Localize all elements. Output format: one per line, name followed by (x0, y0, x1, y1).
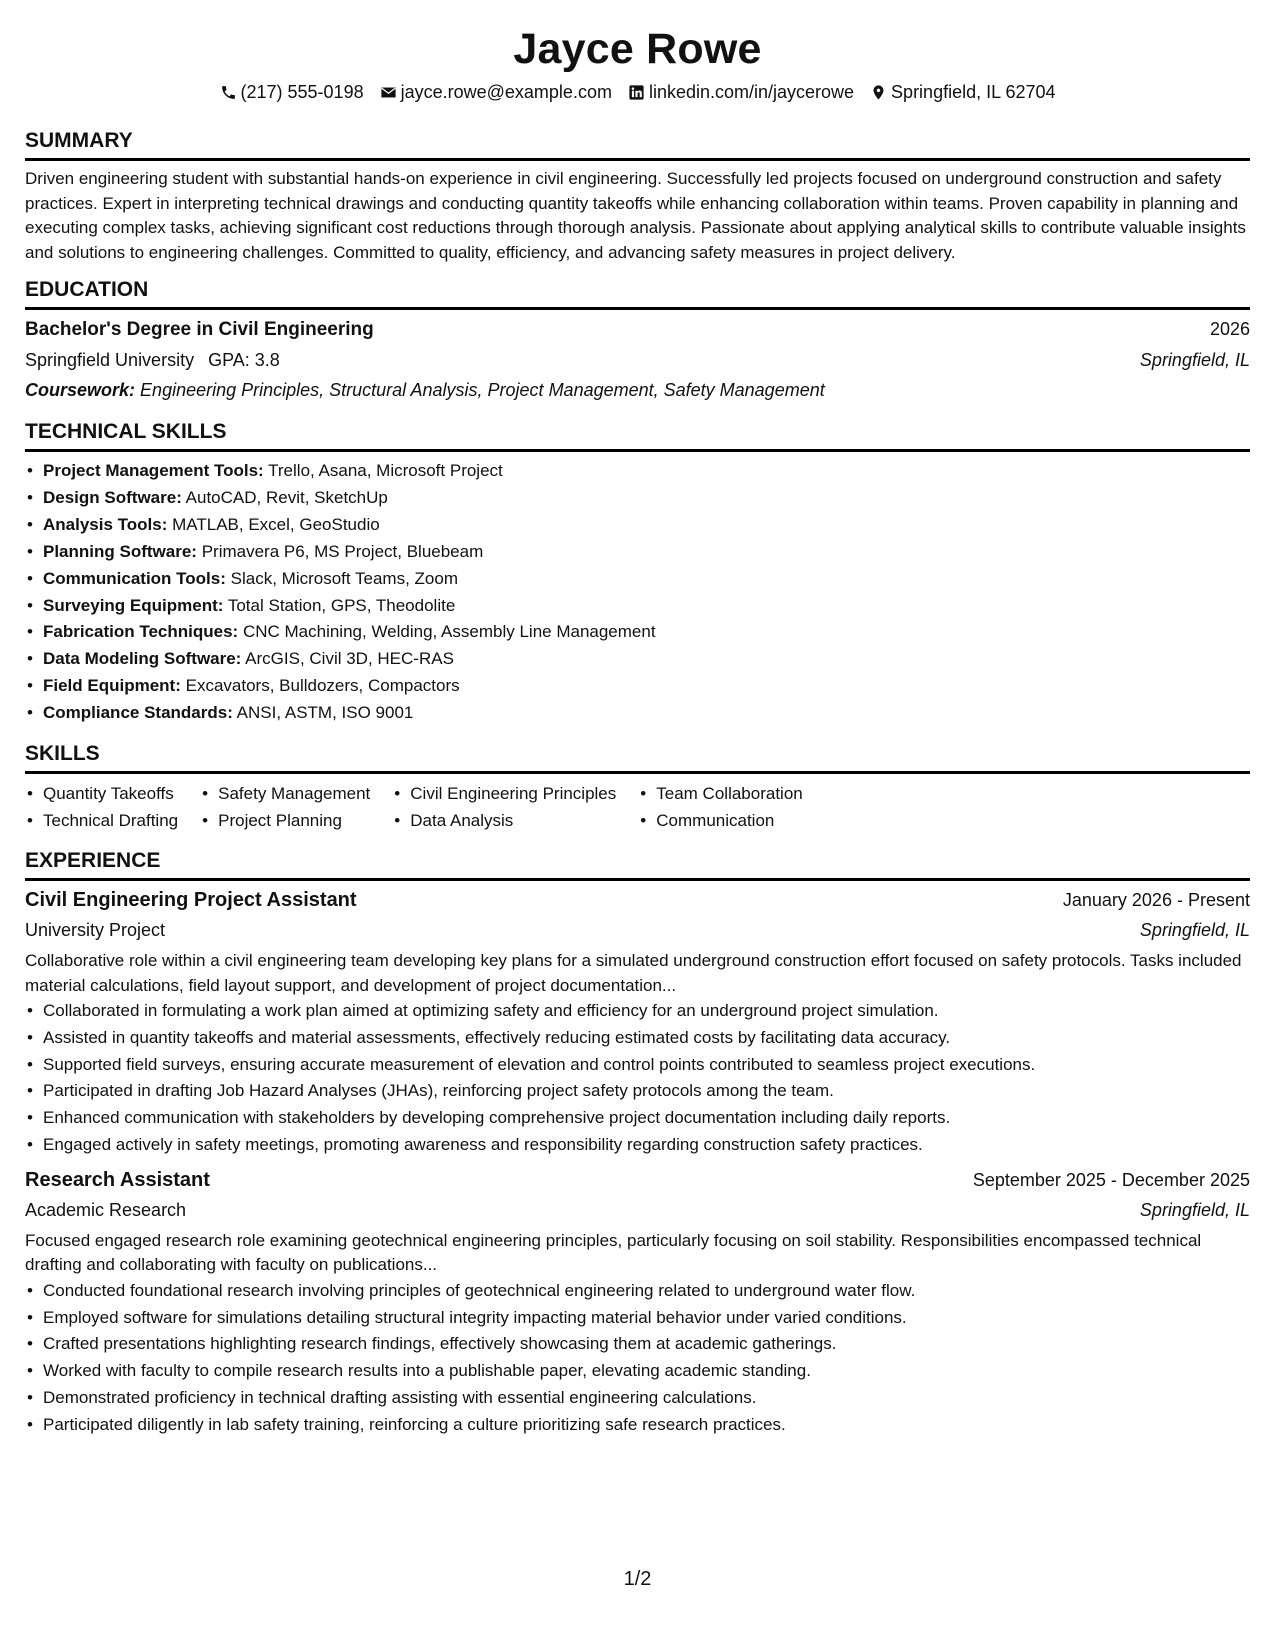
linkedin-icon (628, 84, 645, 101)
degree-title: Bachelor's Degree in Civil Engineering (25, 319, 374, 340)
job-organization: University Project (25, 920, 166, 941)
list-item: • Communication (638, 807, 802, 834)
linkedin-text: linkedin.com/in/jaycerowe (648, 81, 855, 102)
skills-section (25, 741, 1250, 834)
section-title-technical-skills: TECHNICAL SKILLS (25, 419, 1250, 452)
job-org-row (25, 915, 1250, 945)
list-item: • Supported field surveys, ensuring accurate measurement of elevation and control points contributed to seamless project executions. (25, 1052, 1250, 1079)
coursework-line (25, 375, 1250, 405)
job-dates: September 2025 - December 2025 (972, 1169, 1250, 1190)
section-title-education: EDUCATION (25, 277, 1250, 310)
list-item: • Conducted foundational research involving principles of geotechnical engineering related to underground water flow. (25, 1278, 1250, 1305)
coursework-list: Engineering Principles, Structural Analysis, Project Management, Safety Management (140, 380, 825, 400)
contact-phone[interactable] (220, 82, 364, 103)
list-item: • Safety Management (200, 780, 370, 807)
list-item: • Participated in drafting Job Hazard Analyses (JHAs), reinforcing project safety protocols among the team. (25, 1078, 1250, 1105)
list-item: • Worked with faculty to compile research results into a publishable paper, elevating academic standing. (25, 1358, 1250, 1385)
list-item: • Demonstrated proficiency in technical drafting assisting with essential engineering calculations. (25, 1385, 1250, 1412)
section-title-summary: SUMMARY (25, 128, 1250, 161)
list-item: • Assisted in quantity takeoffs and material assessments, effectively reducing estimated costs by facilitating data accuracy. (25, 1025, 1250, 1052)
list-item: • Design Software: AutoCAD, Revit, SketchUp (25, 485, 1250, 512)
experience-section (25, 848, 1250, 1439)
education-header-row (25, 314, 1250, 345)
contact-location (870, 82, 1055, 103)
school-location: Springfield, IL (1139, 350, 1250, 370)
technical-skills-section (25, 419, 1250, 727)
skills-grid (25, 780, 1250, 834)
contact-linkedin[interactable] (628, 82, 854, 103)
job-dates: January 2026 - Present (1062, 890, 1250, 911)
job-description: Focused engaged research role examining geotechnical engineering principles, particularly focusing on soil stability. Responsibilities encompassed technical drafting and collaborating with faculty on publications... (25, 1230, 1202, 1275)
job-organization: Academic Research (25, 1199, 187, 1220)
list-item: • Enhanced communication with stakeholders by developing comprehensive project documentation including daily reports. (25, 1105, 1250, 1132)
list-item: • Analysis Tools: MATLAB, Excel, GeoStudio (25, 512, 1250, 539)
list-item: • Communication Tools: Slack, Microsoft Teams, Zoom (25, 566, 1250, 593)
list-item: • Data Analysis (392, 807, 616, 834)
map-marker-icon (870, 84, 887, 101)
list-item: • Technical Drafting (25, 807, 178, 834)
list-item: • Data Modeling Software: ArcGIS, Civil 3D, HEC-RAS (25, 646, 1250, 673)
job-header-row (25, 885, 1250, 915)
list-item: • Engaged actively in safety meetings, promoting awareness and responsibility regarding construction safety practices. (25, 1132, 1250, 1159)
skills-column (638, 780, 802, 834)
phone-icon (220, 84, 237, 101)
summary-text: Driven engineering student with substantial hands-on experience in civil engineering. Successfully led projects focused on underground construction and safety practices. Expert in interpreting technical drawings and conducting quantity takeoffs while enhancing collaboration within teams. Proven capability in planning and executing complex tasks, achieving significant cost reductions through thorough analysis. Passionate about applying analytical skills to contribute valuable insights and solutions to engineering challenges. Committed to quality, efficiency, and advancing safety measures in project delivery. (25, 169, 1246, 262)
skills-column (25, 780, 178, 834)
resume-page (25, 0, 1250, 1650)
job-location: Springfield, IL (1139, 1199, 1250, 1220)
location-text: Springfield, IL 62704 (891, 81, 1056, 102)
job-description: Collaborative role within a civil engineering team developing key plans for a simulated underground construction effort focused on safety protocols. Tasks included material calculations, field layout support, and development of project documentation... (25, 951, 1242, 995)
job-entry (25, 885, 1250, 1159)
list-item: • Civil Engineering Principles (392, 780, 616, 807)
list-item: • Fabrication Techniques: CNC Machining, Welding, Assembly Line Management (25, 619, 1250, 646)
job-title: Civil Engineering Project Assistant (25, 889, 357, 912)
summary-section (25, 128, 1250, 265)
list-item: • Collaborated in formulating a work plan aimed at optimizing safety and efficiency for an underground project simulation. (25, 998, 1250, 1025)
section-title-experience: EXPERIENCE (25, 848, 1250, 881)
phone-text: (217) 555-0198 (240, 81, 364, 102)
list-item: • Employed software for simulations detailing structural integrity impacting material behavior under varied conditions. (25, 1305, 1250, 1332)
email-text: jayce.rowe@example.com (400, 81, 612, 102)
contact-bar (25, 78, 1250, 106)
job-bullet-list (25, 1278, 1250, 1439)
candidate-name: Jayce Rowe (513, 25, 762, 73)
page-number: 1/2 (623, 1568, 652, 1590)
school-name: Springfield University (25, 350, 195, 370)
list-item: • Compliance Standards: ANSI, ASTM, ISO 9001 (25, 700, 1250, 727)
job-header-row (25, 1165, 1250, 1195)
list-item: • Crafted presentations highlighting research findings, effectively showcasing them at academic gatherings. (25, 1331, 1250, 1358)
list-item: • Participated diligently in lab safety training, reinforcing a culture prioritizing safe research practices. (25, 1412, 1250, 1439)
job-title: Research Assistant (25, 1168, 210, 1191)
list-item: • Project Management Tools: Trello, Asana, Microsoft Project (25, 458, 1250, 485)
list-item: • Quantity Takeoffs (25, 780, 178, 807)
job-location: Springfield, IL (1139, 920, 1250, 941)
contact-email[interactable] (380, 82, 612, 103)
list-item: • Team Collaboration (638, 780, 802, 807)
coursework-label: Coursework: (25, 380, 136, 400)
list-item: • Surveying Equipment: Total Station, GPS, Theodolite (25, 593, 1250, 620)
education-school-row (25, 345, 1250, 375)
education-section (25, 277, 1250, 405)
list-item: • Planning Software: Primavera P6, MS Project, Bluebeam (25, 539, 1250, 566)
skills-column (200, 780, 370, 834)
list-item: • Field Equipment: Excavators, Bulldozers, Compactors (25, 673, 1250, 700)
technical-skills-list (25, 458, 1250, 727)
graduation-year: 2026 (1209, 319, 1250, 339)
gpa: GPA: 3.8 (208, 350, 280, 370)
list-item: • Project Planning (200, 807, 370, 834)
envelope-icon (380, 84, 397, 101)
job-org-row (25, 1195, 1250, 1225)
job-bullet-list (25, 998, 1250, 1159)
section-title-skills: SKILLS (25, 741, 1250, 774)
job-entry (25, 1165, 1250, 1439)
skills-column (392, 780, 616, 834)
